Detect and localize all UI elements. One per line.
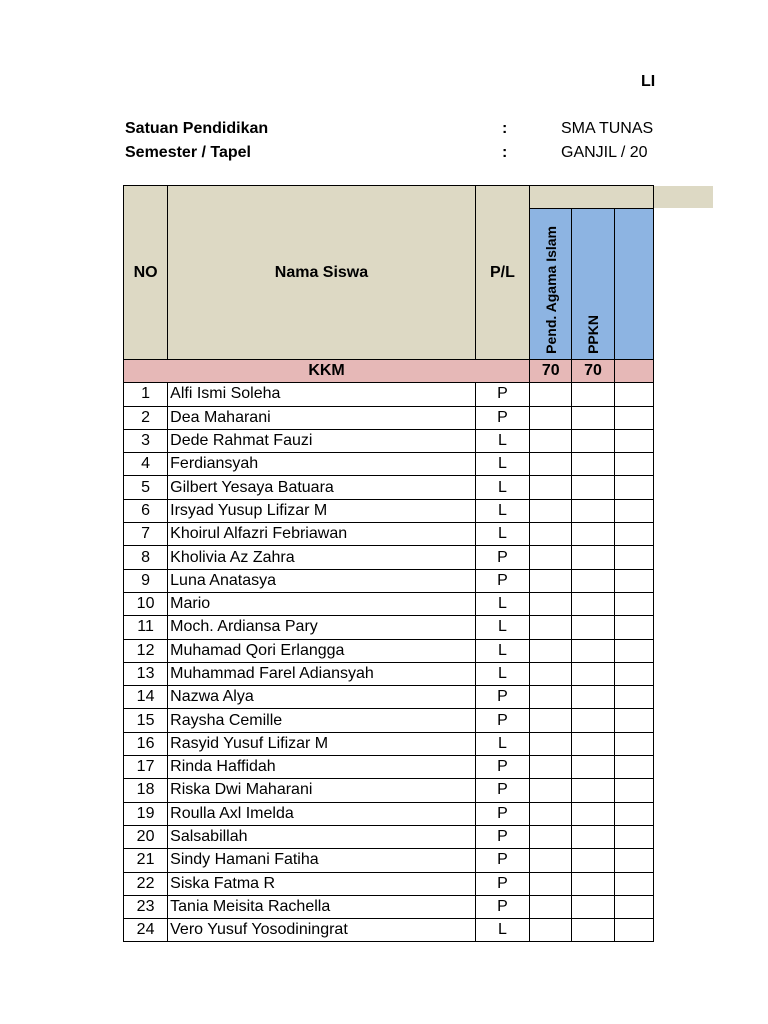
student-gender: L xyxy=(475,732,529,755)
grade-cell[interactable] xyxy=(614,849,653,872)
grade-cell[interactable] xyxy=(572,802,614,825)
grade-cell[interactable] xyxy=(572,569,614,592)
grade-cell[interactable] xyxy=(572,499,614,522)
row-number: 2 xyxy=(124,406,168,429)
student-name: Dede Rahmat Fauzi xyxy=(168,429,476,452)
grade-cell[interactable] xyxy=(530,546,572,569)
student-name: Muhammad Farel Adiansyah xyxy=(168,662,476,685)
student-name: Dea Maharani xyxy=(168,406,476,429)
student-name: Nazwa Alya xyxy=(168,686,476,709)
grade-cell[interactable] xyxy=(530,779,572,802)
row-number: 16 xyxy=(124,732,168,755)
grade-cell[interactable] xyxy=(530,383,572,406)
subject-label: Pend. Agama Islam xyxy=(542,226,559,354)
grade-cell[interactable] xyxy=(530,453,572,476)
row-number: 18 xyxy=(124,779,168,802)
student-gender: L xyxy=(475,476,529,499)
grade-cell[interactable] xyxy=(572,616,614,639)
table-row xyxy=(124,499,654,522)
table-row xyxy=(124,406,654,429)
table-row xyxy=(124,709,654,732)
grade-cell[interactable] xyxy=(572,453,614,476)
kkm-value: 70 xyxy=(530,360,572,383)
student-gender: P xyxy=(475,406,529,429)
meta-colon: : xyxy=(502,120,508,137)
table-row xyxy=(124,686,654,709)
grade-cell[interactable] xyxy=(530,429,572,452)
student-gender: L xyxy=(475,592,529,615)
student-gender: L xyxy=(475,639,529,662)
table-row xyxy=(124,919,654,942)
grade-cell[interactable] xyxy=(572,383,614,406)
meta-label-semester: Semester / Tapel xyxy=(125,144,251,161)
student-gender: P xyxy=(475,779,529,802)
student-gender: P xyxy=(475,686,529,709)
grade-cell[interactable] xyxy=(614,592,653,615)
student-name: Khoirul Alfazri Febriawan xyxy=(168,523,476,546)
grade-cell[interactable] xyxy=(614,709,653,732)
row-number: 21 xyxy=(124,849,168,872)
table-row xyxy=(124,592,654,615)
grade-cell[interactable] xyxy=(614,686,653,709)
grade-cell[interactable] xyxy=(614,825,653,848)
grade-cell[interactable] xyxy=(572,895,614,918)
student-name: Moch. Ardiansa Pary xyxy=(168,616,476,639)
student-name: Rinda Haffidah xyxy=(168,756,476,779)
grade-cell[interactable] xyxy=(530,639,572,662)
table-row xyxy=(124,639,654,662)
student-name: Alfi Ismi Soleha xyxy=(168,383,476,406)
subject-header-agama xyxy=(530,209,572,360)
student-gender: P xyxy=(475,756,529,779)
student-gender: P xyxy=(475,849,529,872)
grade-cell[interactable] xyxy=(572,546,614,569)
subject-header-ppkn xyxy=(572,209,614,360)
student-gender: L xyxy=(475,523,529,546)
meta-label-satuan: Satuan Pendidikan xyxy=(125,120,269,137)
grade-cell[interactable] xyxy=(530,662,572,685)
row-number: 6 xyxy=(124,499,168,522)
student-name: Gilbert Yesaya Batuara xyxy=(168,476,476,499)
grade-cell[interactable] xyxy=(614,662,653,685)
subject-group-header xyxy=(530,186,654,209)
row-number: 3 xyxy=(124,429,168,452)
table-row xyxy=(124,523,654,546)
grade-cell[interactable] xyxy=(530,895,572,918)
row-number: 12 xyxy=(124,639,168,662)
student-table xyxy=(123,185,654,942)
grade-cell[interactable] xyxy=(614,499,653,522)
row-number: 23 xyxy=(124,895,168,918)
grade-cell[interactable] xyxy=(572,476,614,499)
grade-cell[interactable] xyxy=(572,709,614,732)
row-number: 19 xyxy=(124,802,168,825)
kkm-value xyxy=(614,360,653,383)
student-gender: L xyxy=(475,499,529,522)
grade-cell[interactable] xyxy=(572,825,614,848)
student-gender: L xyxy=(475,616,529,639)
row-number: 22 xyxy=(124,872,168,895)
student-name: Riska Dwi Maharani xyxy=(168,779,476,802)
grade-cell[interactable] xyxy=(530,476,572,499)
table-row xyxy=(124,453,654,476)
row-number: 5 xyxy=(124,476,168,499)
table-row xyxy=(124,732,654,755)
grade-cell[interactable] xyxy=(530,523,572,546)
table-row xyxy=(124,802,654,825)
grade-cell[interactable] xyxy=(572,406,614,429)
student-gender: P xyxy=(475,546,529,569)
student-name: Raysha Cemille xyxy=(168,709,476,732)
subject-label: PPKN xyxy=(585,315,602,354)
grade-cell[interactable] xyxy=(614,919,653,942)
grade-cell[interactable] xyxy=(614,756,653,779)
grade-cell[interactable] xyxy=(614,476,653,499)
table-row xyxy=(124,429,654,452)
grade-cell[interactable] xyxy=(572,662,614,685)
grade-cell[interactable] xyxy=(614,802,653,825)
meta-colon: : xyxy=(502,144,508,161)
grade-cell[interactable] xyxy=(530,569,572,592)
table-row xyxy=(124,895,654,918)
row-number: 9 xyxy=(124,569,168,592)
student-name: Rasyid Yusuf Lifizar M xyxy=(168,732,476,755)
grade-cell[interactable] xyxy=(572,523,614,546)
kkm-label: KKM xyxy=(124,360,530,383)
table-row xyxy=(124,662,654,685)
row-number: 14 xyxy=(124,686,168,709)
student-name: Tania Meisita Rachella xyxy=(168,895,476,918)
header-overflow-band xyxy=(654,186,713,208)
col-header-pl: P/L xyxy=(475,186,529,360)
grade-cell[interactable] xyxy=(572,919,614,942)
row-number: 8 xyxy=(124,546,168,569)
student-name: Siska Fatma R xyxy=(168,872,476,895)
student-gender: L xyxy=(475,662,529,685)
grade-cell[interactable] xyxy=(572,779,614,802)
kkm-value: 70 xyxy=(572,360,614,383)
row-number: 15 xyxy=(124,709,168,732)
table-row xyxy=(124,756,654,779)
grade-cell[interactable] xyxy=(530,919,572,942)
grade-cell[interactable] xyxy=(530,802,572,825)
student-gender: P xyxy=(475,383,529,406)
grade-cell[interactable] xyxy=(614,546,653,569)
grade-cell[interactable] xyxy=(614,639,653,662)
col-header-no: NO xyxy=(124,186,168,360)
student-gender: L xyxy=(475,453,529,476)
grade-cell[interactable] xyxy=(530,499,572,522)
grade-cell[interactable] xyxy=(614,872,653,895)
grade-cell[interactable] xyxy=(572,686,614,709)
student-gender: P xyxy=(475,709,529,732)
row-number: 20 xyxy=(124,825,168,848)
student-gender: L xyxy=(475,429,529,452)
student-name: Vero Yusuf Yosodiningrat xyxy=(168,919,476,942)
row-number: 13 xyxy=(124,662,168,685)
grade-cell[interactable] xyxy=(530,732,572,755)
student-gender: P xyxy=(475,569,529,592)
grade-cell[interactable] xyxy=(614,732,653,755)
table-row xyxy=(124,779,654,802)
row-number: 4 xyxy=(124,453,168,476)
grade-cell[interactable] xyxy=(614,569,653,592)
grade-cell[interactable] xyxy=(530,406,572,429)
table-row xyxy=(124,849,654,872)
grade-cell[interactable] xyxy=(614,895,653,918)
grade-cell[interactable] xyxy=(530,592,572,615)
grade-cell[interactable] xyxy=(572,639,614,662)
student-name: Mario xyxy=(168,592,476,615)
row-number: 7 xyxy=(124,523,168,546)
grade-cell[interactable] xyxy=(614,779,653,802)
grade-cell[interactable] xyxy=(572,849,614,872)
grade-sheet xyxy=(123,185,654,945)
col-header-name: Nama Siswa xyxy=(168,186,476,360)
grade-cell[interactable] xyxy=(614,453,653,476)
grade-cell[interactable] xyxy=(530,686,572,709)
table-row xyxy=(124,546,654,569)
table-row xyxy=(124,616,654,639)
meta-value-semester: GANJIL / 20 xyxy=(561,144,648,161)
grade-cell[interactable] xyxy=(572,429,614,452)
row-number: 1 xyxy=(124,383,168,406)
kkm-row xyxy=(124,360,654,383)
table-row xyxy=(124,383,654,406)
grade-cell[interactable] xyxy=(614,616,653,639)
row-number: 10 xyxy=(124,592,168,615)
grade-cell[interactable] xyxy=(530,825,572,848)
grade-cell[interactable] xyxy=(530,709,572,732)
student-name: Ferdiansyah xyxy=(168,453,476,476)
grade-cell[interactable] xyxy=(530,616,572,639)
student-name: Irsyad Yusup Lifizar M xyxy=(168,499,476,522)
grade-cell[interactable] xyxy=(530,872,572,895)
grade-cell[interactable] xyxy=(572,872,614,895)
student-name: Muhamad Qori Erlangga xyxy=(168,639,476,662)
table-row xyxy=(124,825,654,848)
student-gender: P xyxy=(475,825,529,848)
student-gender: P xyxy=(475,895,529,918)
grade-cell[interactable] xyxy=(614,523,653,546)
student-gender: P xyxy=(475,802,529,825)
student-name: Sindy Hamani Fatiha xyxy=(168,849,476,872)
student-name: Kholivia Az Zahra xyxy=(168,546,476,569)
subject-header-extra xyxy=(614,209,653,360)
table-row xyxy=(124,569,654,592)
document-title: LI xyxy=(641,73,656,90)
student-gender: L xyxy=(475,919,529,942)
grade-cell[interactable] xyxy=(614,406,653,429)
row-number: 17 xyxy=(124,756,168,779)
grade-cell[interactable] xyxy=(530,756,572,779)
grade-cell[interactable] xyxy=(572,756,614,779)
grade-cell[interactable] xyxy=(572,592,614,615)
student-name: Salsabillah xyxy=(168,825,476,848)
table-row xyxy=(124,872,654,895)
grade-cell[interactable] xyxy=(614,383,653,406)
student-name: Luna Anatasya xyxy=(168,569,476,592)
meta-value-satuan: SMA TUNAS xyxy=(561,120,654,137)
student-gender: P xyxy=(475,872,529,895)
grade-cell[interactable] xyxy=(614,429,653,452)
student-name: Roulla Axl Imelda xyxy=(168,802,476,825)
grade-cell[interactable] xyxy=(572,732,614,755)
table-row xyxy=(124,476,654,499)
row-number: 24 xyxy=(124,919,168,942)
row-number: 11 xyxy=(124,616,168,639)
grade-cell[interactable] xyxy=(530,849,572,872)
